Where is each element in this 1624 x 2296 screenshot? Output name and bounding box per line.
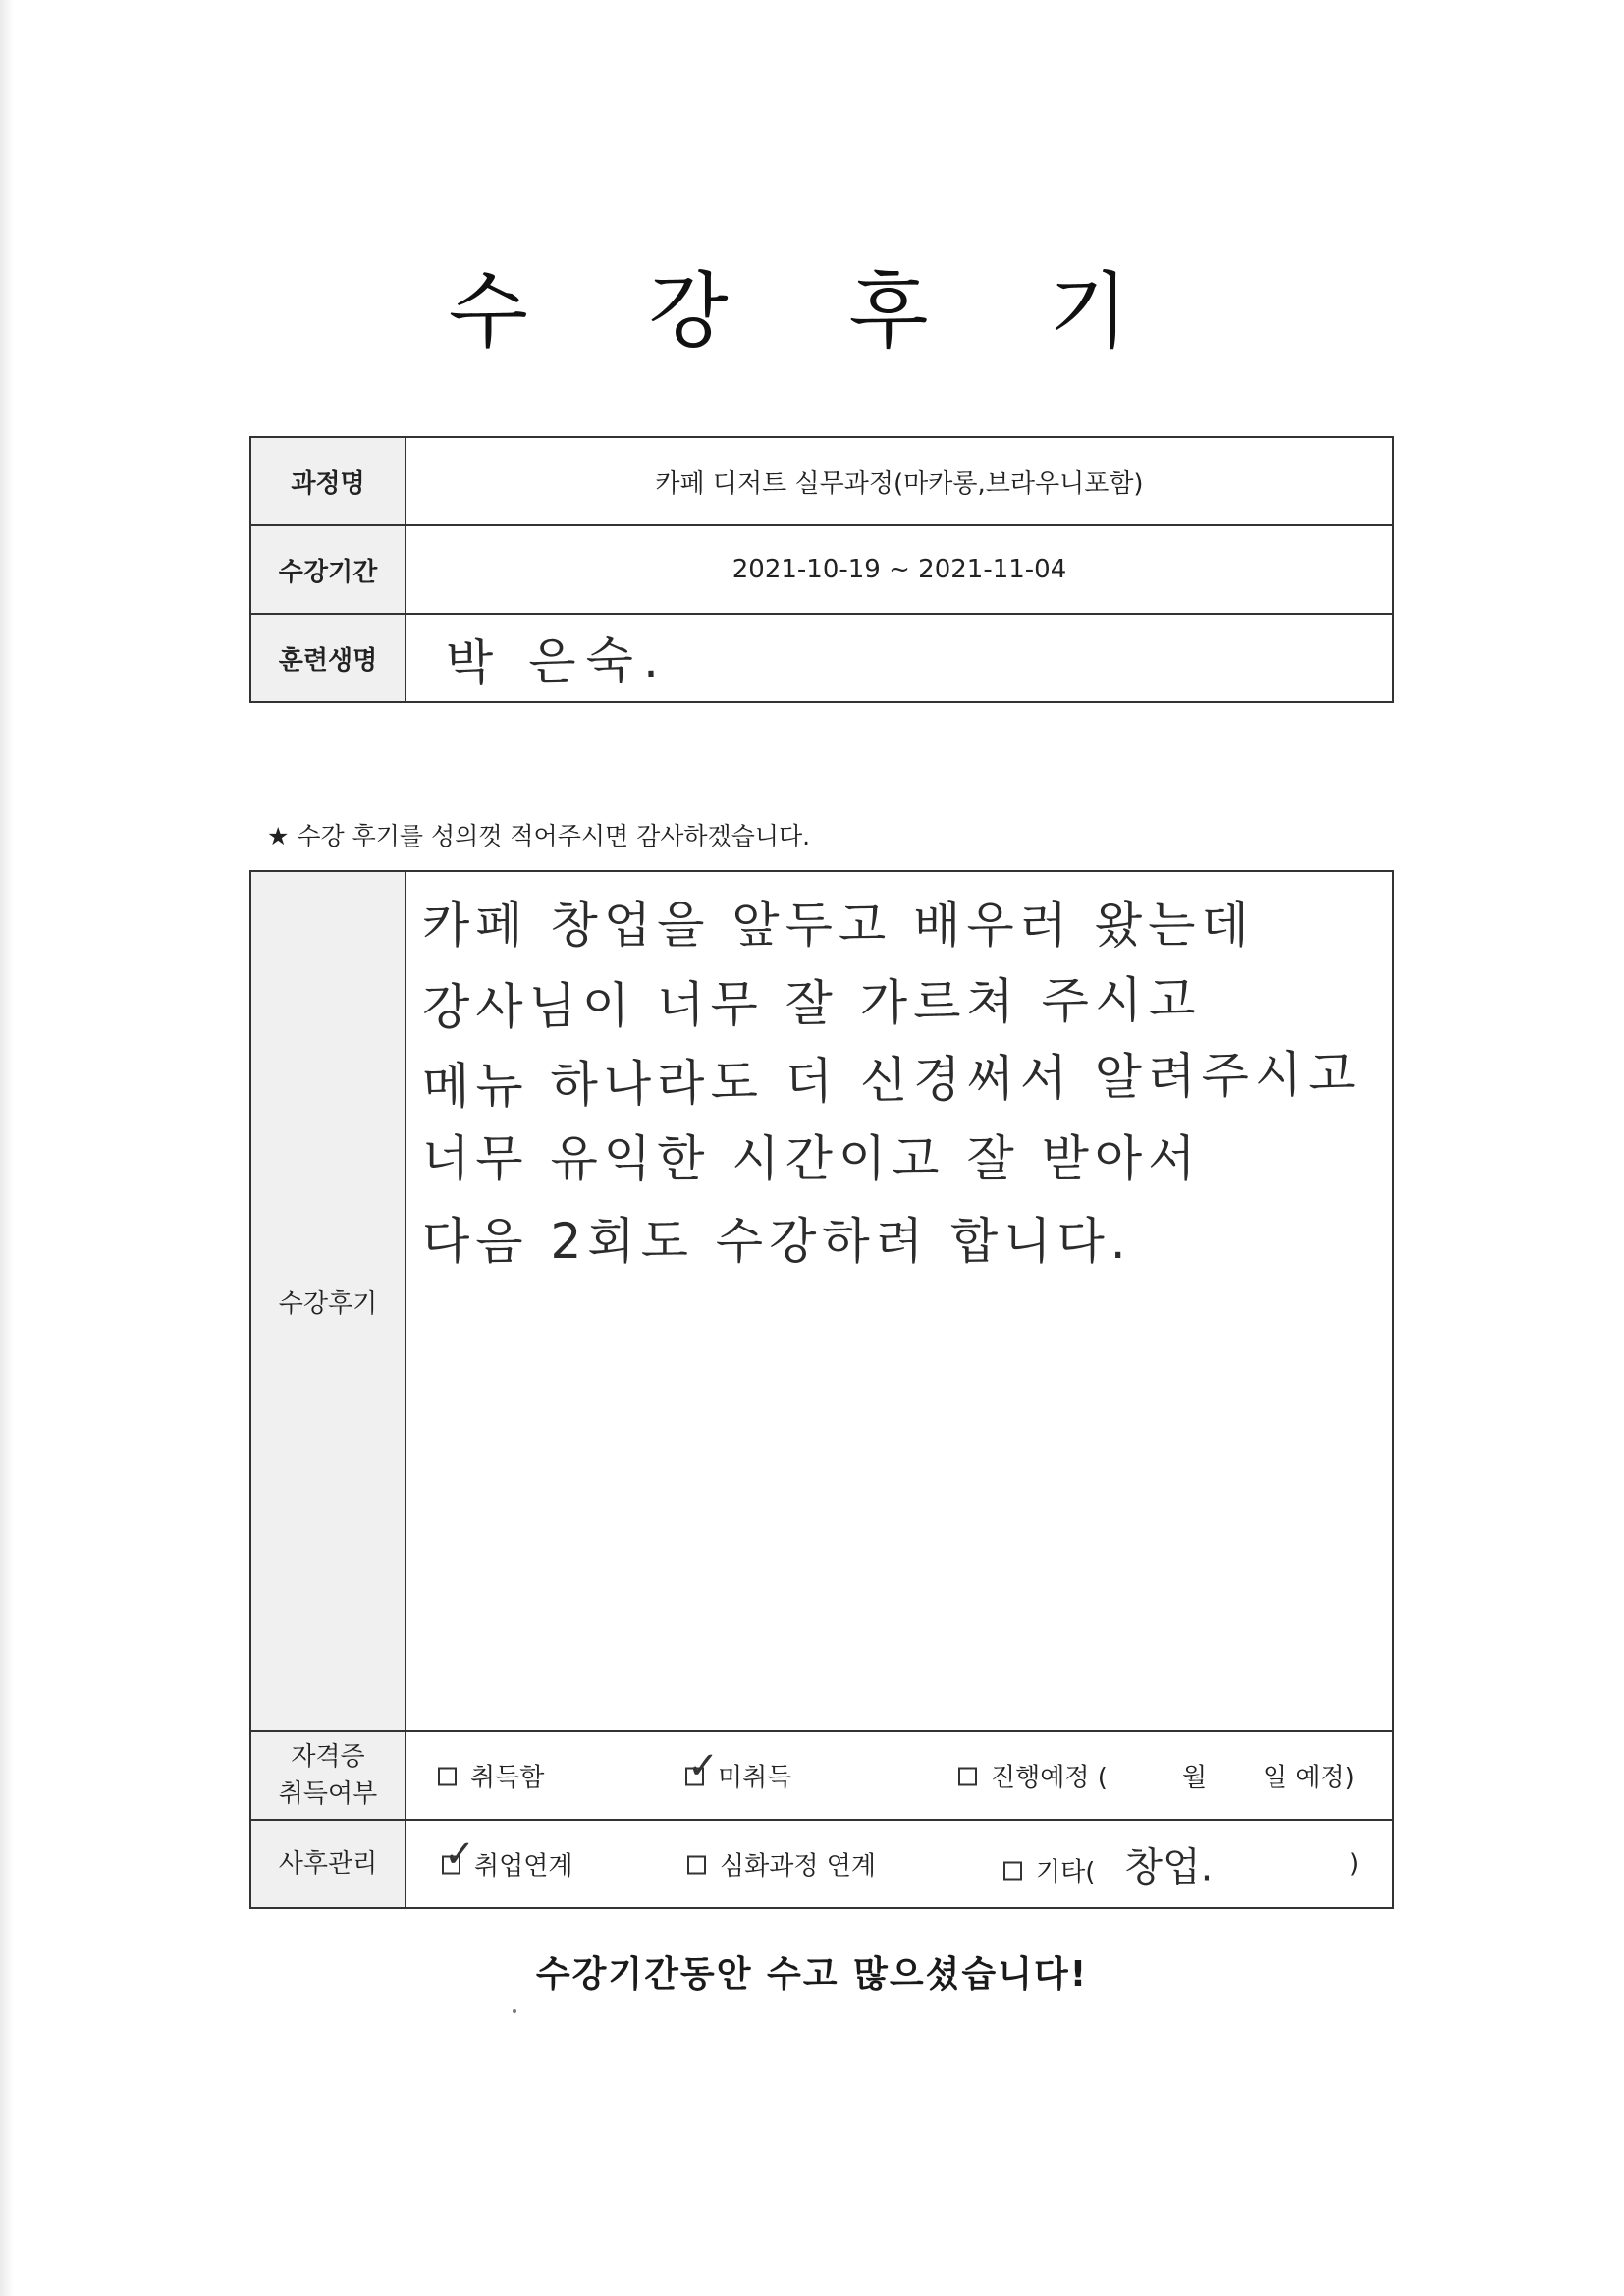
certificate-row [250, 1731, 1393, 1820]
course-row [250, 437, 1393, 525]
job-checkbox[interactable] [442, 1831, 475, 1876]
closing-message: 수강기간동안 수고 많으셨습니다! [535, 1954, 1089, 1995]
acquired-checkbox[interactable] [438, 1768, 457, 1786]
trainee-handwritten-name: 박 은숙. [445, 630, 670, 692]
certificate-options [406, 1731, 1393, 1820]
certificate-label-line2: 취득여부 [278, 1779, 378, 1809]
review-line-1: 카페 창업을 앞두고 배우러 왔는데 [422, 897, 1255, 954]
period-value: 2021-10-19 ~ 2021-11-04 [406, 525, 1393, 614]
option-acquired[interactable] [438, 1758, 544, 1794]
trainee-cell [406, 614, 1393, 702]
other-label: 기타( [1036, 1857, 1096, 1887]
review-row [250, 871, 1393, 1731]
review-line-5: 다음 2회도 수강하려 합니다. [422, 1213, 1132, 1270]
review-table [249, 870, 1394, 1909]
month-word: 월 [1182, 1763, 1208, 1793]
course-info-table [249, 436, 1394, 703]
in-progress-checkbox[interactable] [958, 1768, 977, 1786]
trainee-label: 훈련생명 [250, 614, 406, 702]
option-advanced[interactable] [687, 1846, 876, 1883]
other-close-paren: ) [1349, 1849, 1360, 1879]
job-label: 취업연계 [474, 1851, 573, 1882]
advanced-checkbox[interactable] [687, 1856, 706, 1875]
option-not-acquired[interactable] [685, 1743, 792, 1794]
advanced-label: 심화과정 연계 [720, 1851, 876, 1882]
review-line-3: 메뉴 하나라도 더 신경써서 알려주시고 [421, 1045, 1362, 1116]
period-row [250, 525, 1393, 614]
review-body [406, 871, 1393, 1731]
aftercare-options [406, 1820, 1393, 1908]
option-job[interactable] [442, 1831, 573, 1883]
review-label: 수강후기 [250, 871, 406, 1731]
course-value: 카페 디저트 실무과정(마카롱,브라우니포함) [406, 437, 1393, 525]
aftercare-row [250, 1820, 1393, 1908]
not-acquired-checkbox[interactable] [685, 1743, 719, 1787]
instruction-note: ★ 수강 후기를 성의껏 적어주시면 감사하겠습니다. [267, 822, 811, 850]
scan-speck [513, 2009, 516, 2013]
in-progress-label: 진행예정 ( [991, 1763, 1108, 1793]
certificate-label [250, 1731, 406, 1820]
review-line-4: 너무 유익한 시간이고 잘 받아서 [422, 1130, 1202, 1187]
trainee-row [250, 614, 1393, 702]
option-in-progress[interactable] [958, 1758, 1108, 1794]
other-checkbox[interactable] [1003, 1862, 1022, 1881]
acquired-label: 취득함 [470, 1763, 545, 1793]
other-handwritten-value: 창업. [1124, 1844, 1214, 1890]
certificate-label-line1: 자격증 [291, 1742, 365, 1772]
option-other[interactable] [1003, 1836, 1213, 1892]
checkmark-icon: ✓ [444, 1831, 475, 1876]
aftercare-label: 사후관리 [250, 1820, 406, 1908]
review-line-2: 강사님이 너무 잘 가르쳐 주시고 [421, 970, 1202, 1037]
checkmark-icon: ✓ [687, 1743, 719, 1787]
period-label: 수강기간 [250, 525, 406, 614]
not-acquired-label: 미취득 [718, 1763, 792, 1793]
day-word: 일 예정) [1263, 1763, 1355, 1793]
document-title: 수 강 후 기 [448, 263, 1176, 359]
course-label: 과정명 [250, 437, 406, 525]
